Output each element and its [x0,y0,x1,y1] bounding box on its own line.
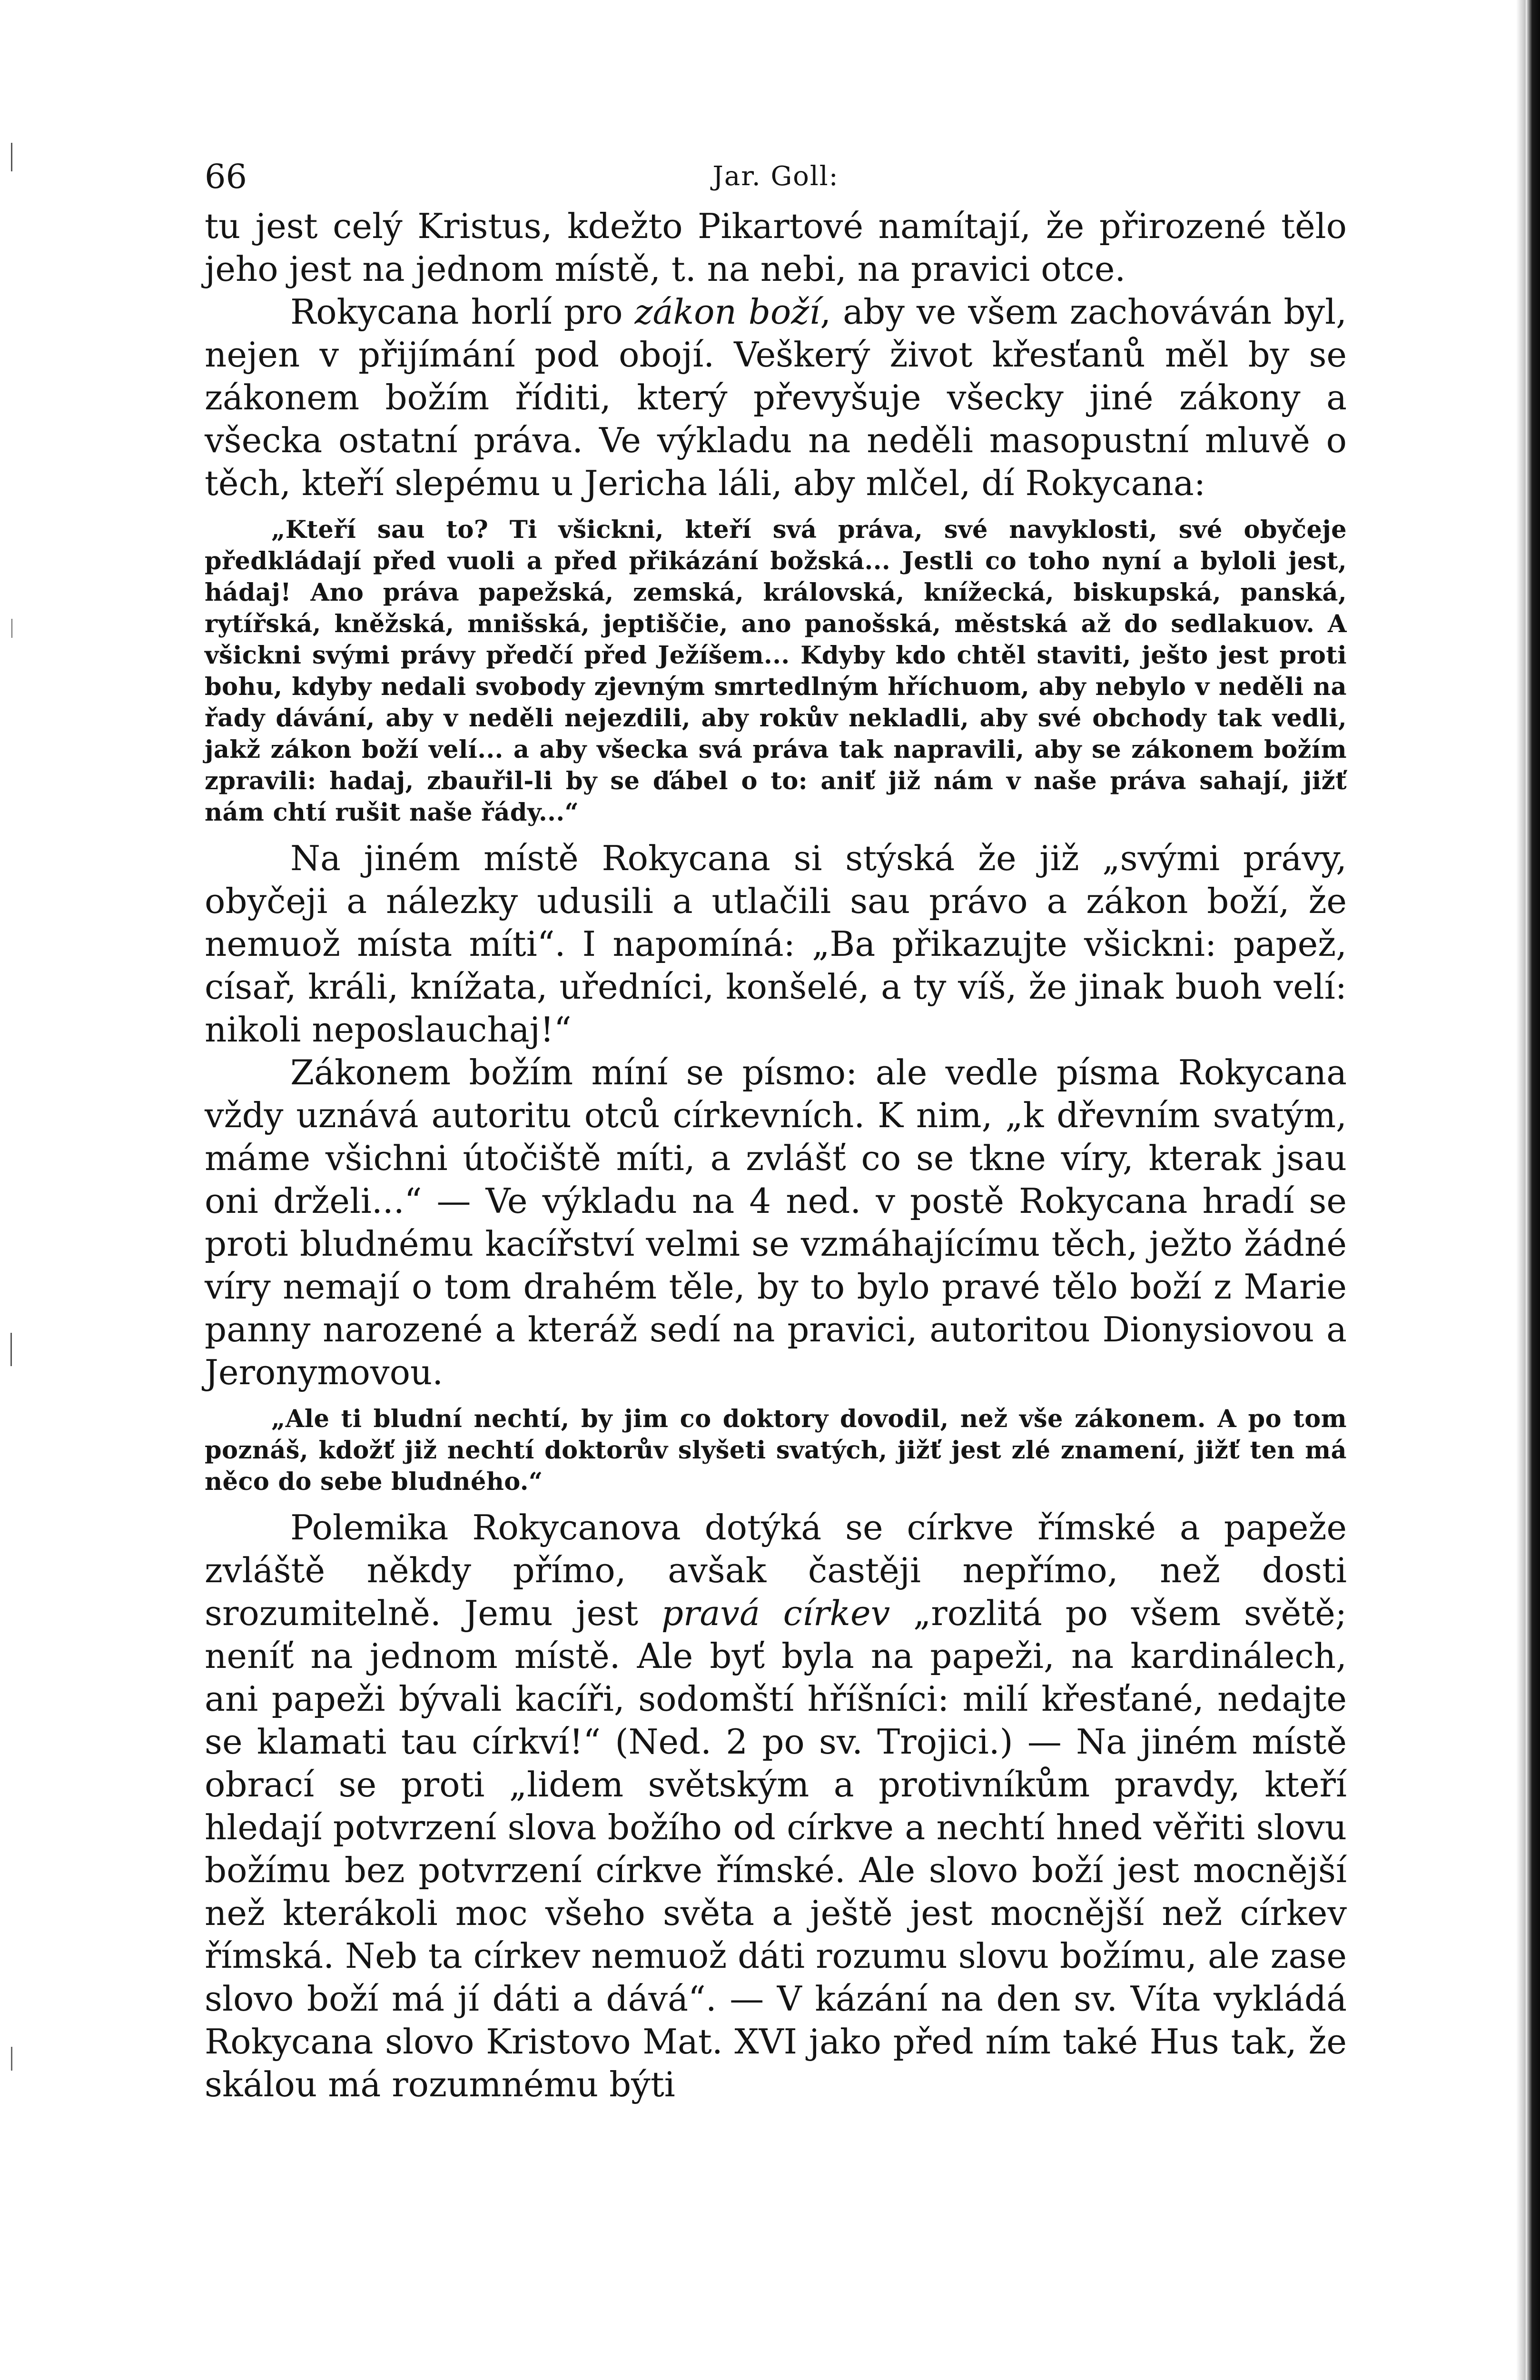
scan-speck [11,2047,12,2071]
paragraph [205,290,1347,505]
text-run: Polemika Rokycanova dotýká se církve římské a papeže zvláště někdy přímo, avšak častěji nepřímo, než dosti srozumitelně. Jemu jest [205,1507,1347,1633]
text-run: Rokycana horlí pro [290,292,635,332]
scan-speck [11,619,12,638]
scan-speck [10,1333,12,1366]
text-run: „rozlitá po všem světě; neníť na jednom místě. Ale byť byla na papeži, na kardinálech, ani papeži bývali kacíři, sodomští hříšníci: milí křesťané, nedajte se klamati tau církví!“ (Ned. 2 po sv. Trojici.) — Na jiném místě obrací se proti „lidem světským a protivníkům pravdy, kteří hledají potvrzení slova božího od církve a nechtí hned věřiti slovu božímu bez potvrzení církve římské. Ale slovo boží jest mocnější než kterákoli moc všeho světa a ještě jest mocnější než církev římská. Neb ta církev nemuož dáti rozumu slovu božímu, ale zase slovo boží má jí dáti a dává“. — V kázání na den sv. Víta vykládá Rokycana slovo Kristovo Mat. XVI jako před ním také Hus tak, že skálou má rozumnému býti [205,1593,1347,2104]
text-run: tu jest celý Kristus, kdežto Pikartové namítají, že přirozené tělo jeho jest na jednom místě, t. na nebi, na pravici otce. [205,206,1347,289]
text-run: „Ale ti bludní nechtí, by jim co doktory dovodil, než vše zákonem. A po tom poznáš, kdožť již nechtí doktorův slyšeti svatých, jižť jest zlé znamení, jižť ten má něco do sebe bludného.“ [205,1405,1347,1496]
italic-phrase: zákon boží [634,292,820,332]
running-head: Jar. Goll: [712,161,839,192]
paragraph [205,837,1347,1051]
page-body [205,205,1347,2106]
page-number: 66 [205,157,247,196]
text-run: , aby ve všem zachováván byl, nejen v přijímání pod obojí. Veškerý život křesťanů měl by se zákonem božím říditi, který převyšuje všecky jiné zákony a všecka ostatní práva. Ve výkladu na neděli masopustní mluvě o těch, kteří slepému u Jericha láli, aby mlčel, dí Rokycana: [205,292,1347,503]
paragraph [205,1506,1347,2106]
page-header [205,143,1347,205]
italic-phrase: pravá církev [661,1593,890,1633]
scan-speck [11,143,12,171]
text-run: „Kteří sau to? Ti všickni, kteří svá práva, své navyklosti, své obyčeje předkládají před vuoli a před přikázání božská... Jestli co toho nyní a byloli jest, hádaj! Ano práva papežská, zemská, královská, knížecká, biskupská, panská, rytířská, kněžská, mnišská, jeptiščie, ano panošská, městská až do sedlakuov. A všickni svými právy předčí před Ježíšem... Kdyby kdo chtěl staviti, ješto jest proti bohu, kdyby nedali svobody zjevným smrtedlným hříchuom, aby nebylo v neděli na řady dávání, aby v neděli nejezdili, aby rokův nekladli, aby své obchody tak vedli, jakž zákon boží velí... a aby všecka svá práva tak napravili, aby se zákonem božím zpravili: hadaj, zbauřil-li by se ďábel o to: aniť již nám v naše práva sahají, jižť nám chtí rušit naše řády...“ [205,516,1347,827]
scan-marks-svg [10,0,15,2380]
paragraph [205,205,1347,290]
paragraph [205,1051,1347,1394]
text-run: Na jiném místě Rokycana si stýská že již „svými právy, obyčeji a nálezky udusili a utlačili sau právo a zákon boží, že nemuož místa míti“. I napomíná: „Ba přikazujte všickni: papež, císař, králi, knížata, uředníci, konšelé, a ty víš, že jinak buoh velí: nikoli neposlauchaj!“ [205,838,1347,1050]
page-fold-shadow [1516,0,1526,2380]
text-run: Zákonem božím míní se písmo: ale vedle písma Rokycana vždy uznává autoritu otců církevních. K nim, „k dřevním svatým, máme všichni útočiště míti, a zvlášť co se tkne víry, kterak jsau oni drželi...“ — Ve výkladu na 4 ned. v postě Rokycana hradí se proti bludnému kacířství velmi se vzmáhajícímu těch, ježto žádné víry nemají o tom drahém těle, by to bylo pravé tělo boží z Marie panny narozené a kteráž sedí na pravici, autoritou Dionysiovou a Jeronymovou. [205,1052,1347,1392]
scan-left-margin-marks [10,0,15,2380]
block-quote [205,514,1347,828]
book-page [205,143,1347,2106]
block-quote [205,1403,1347,1497]
scan-dark-edge [1526,0,1540,2380]
